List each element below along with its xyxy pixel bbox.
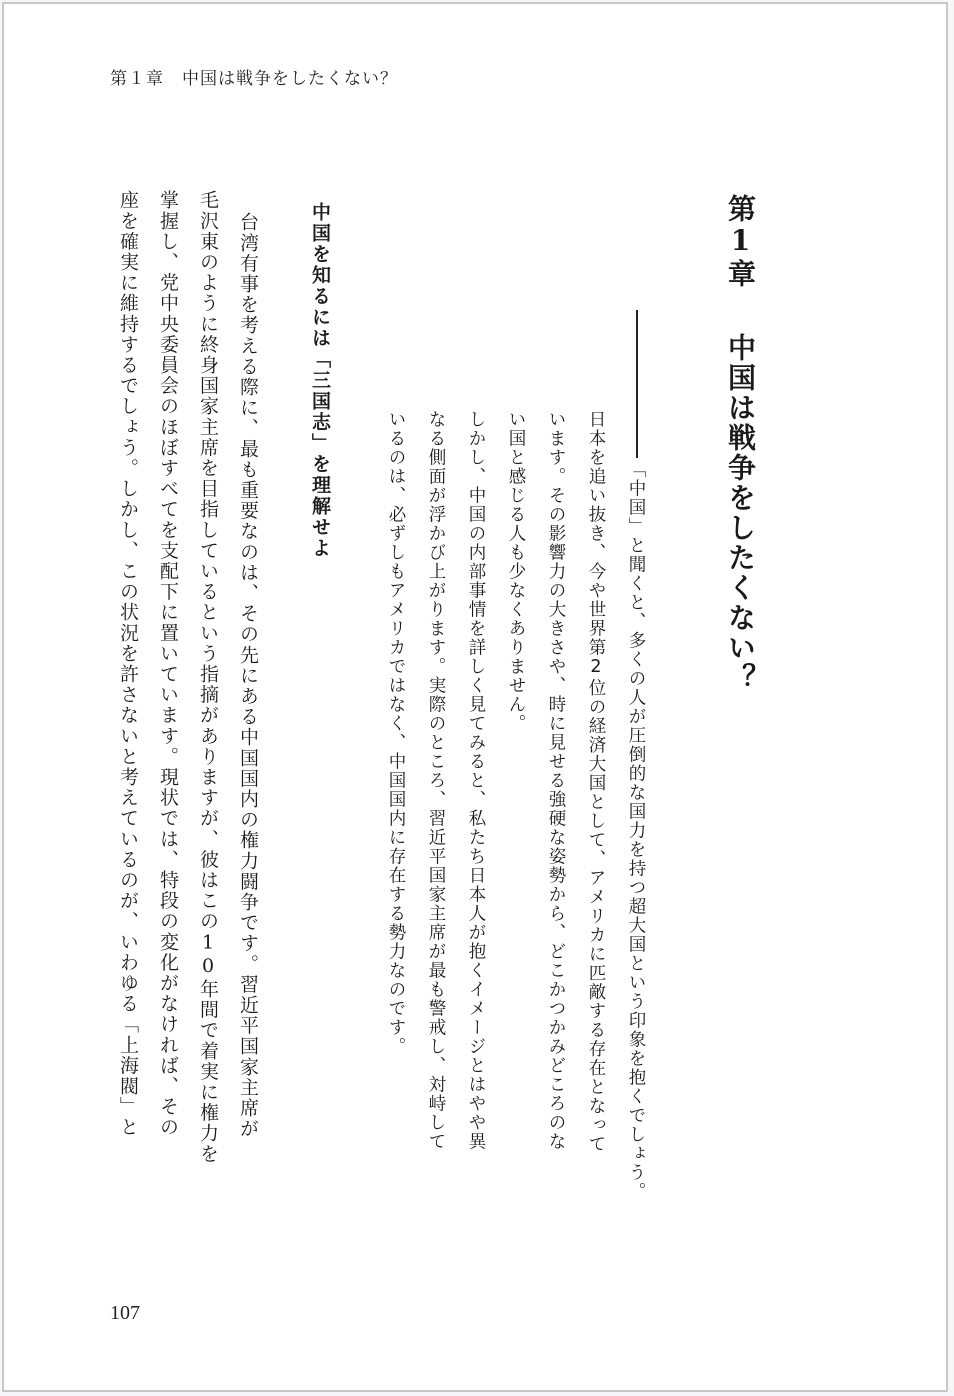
- book-page: [2, 2, 948, 1392]
- lead-line: い国と感じる人も少なくありません。: [506, 410, 526, 733]
- lead-line: いるのは、必ずしもアメリカではなく、中国国内に存在する勢力なのです。: [386, 410, 406, 1056]
- lead-line: 「中国」と聞くと、多くの人が圧倒的な国力を持つ超大国という印象を抱くでしょう。: [626, 460, 646, 1201]
- lead-line: なる側面が浮かび上がります。実際のところ、習近平国家主席が最も警戒し、対峙して: [426, 410, 446, 1151]
- body-line: 座を確実に維持するでしょう。しかし、この状況を許さないと考えているのが、いわゆる「上海閥」と: [117, 190, 139, 1138]
- page-number: 107: [110, 1302, 140, 1324]
- chapter-number: 第1章: [724, 194, 757, 289]
- lead-line: います。その影響力の大きさや、時に見せる強硬な姿勢から、どこかつかみどころのな: [546, 410, 566, 1151]
- chapter-title: [720, 194, 760, 693]
- running-head-chapter-number: 第１章: [110, 69, 164, 89]
- lead-line: しかし、中国の内部事情を詳しく見てみると、私たち日本人が抱くイメージとはやや異: [466, 410, 486, 1151]
- chapter-title-text: 中国は戦争をしたくない？: [724, 333, 757, 693]
- body-line: 掌握し、党中央委員会のほぼすべてを支配下に置いています。現状では、特段の変化がなければ、その: [157, 190, 179, 1138]
- body-line: 毛沢東のように終身国家主席を目指しているという指摘がありますが、彼はこの10年間で着実に権力を: [197, 190, 219, 1165]
- section-heading: 中国を知るには「三国志」を理解せよ: [309, 202, 331, 559]
- running-head-chapter-title: 中国は戦争をしたくない？: [182, 69, 398, 89]
- em-dash-rule: [636, 310, 638, 458]
- running-head: [110, 64, 398, 89]
- body-line: 台湾有事を考える際に、最も重要なのは、その先にある中国国内の権力闘争です。習近平国家主席が: [237, 212, 259, 1139]
- lead-line: 日本を追い抜き、今や世界第2位の経済大国として、アメリカに匹敵する存在となって: [586, 410, 606, 1154]
